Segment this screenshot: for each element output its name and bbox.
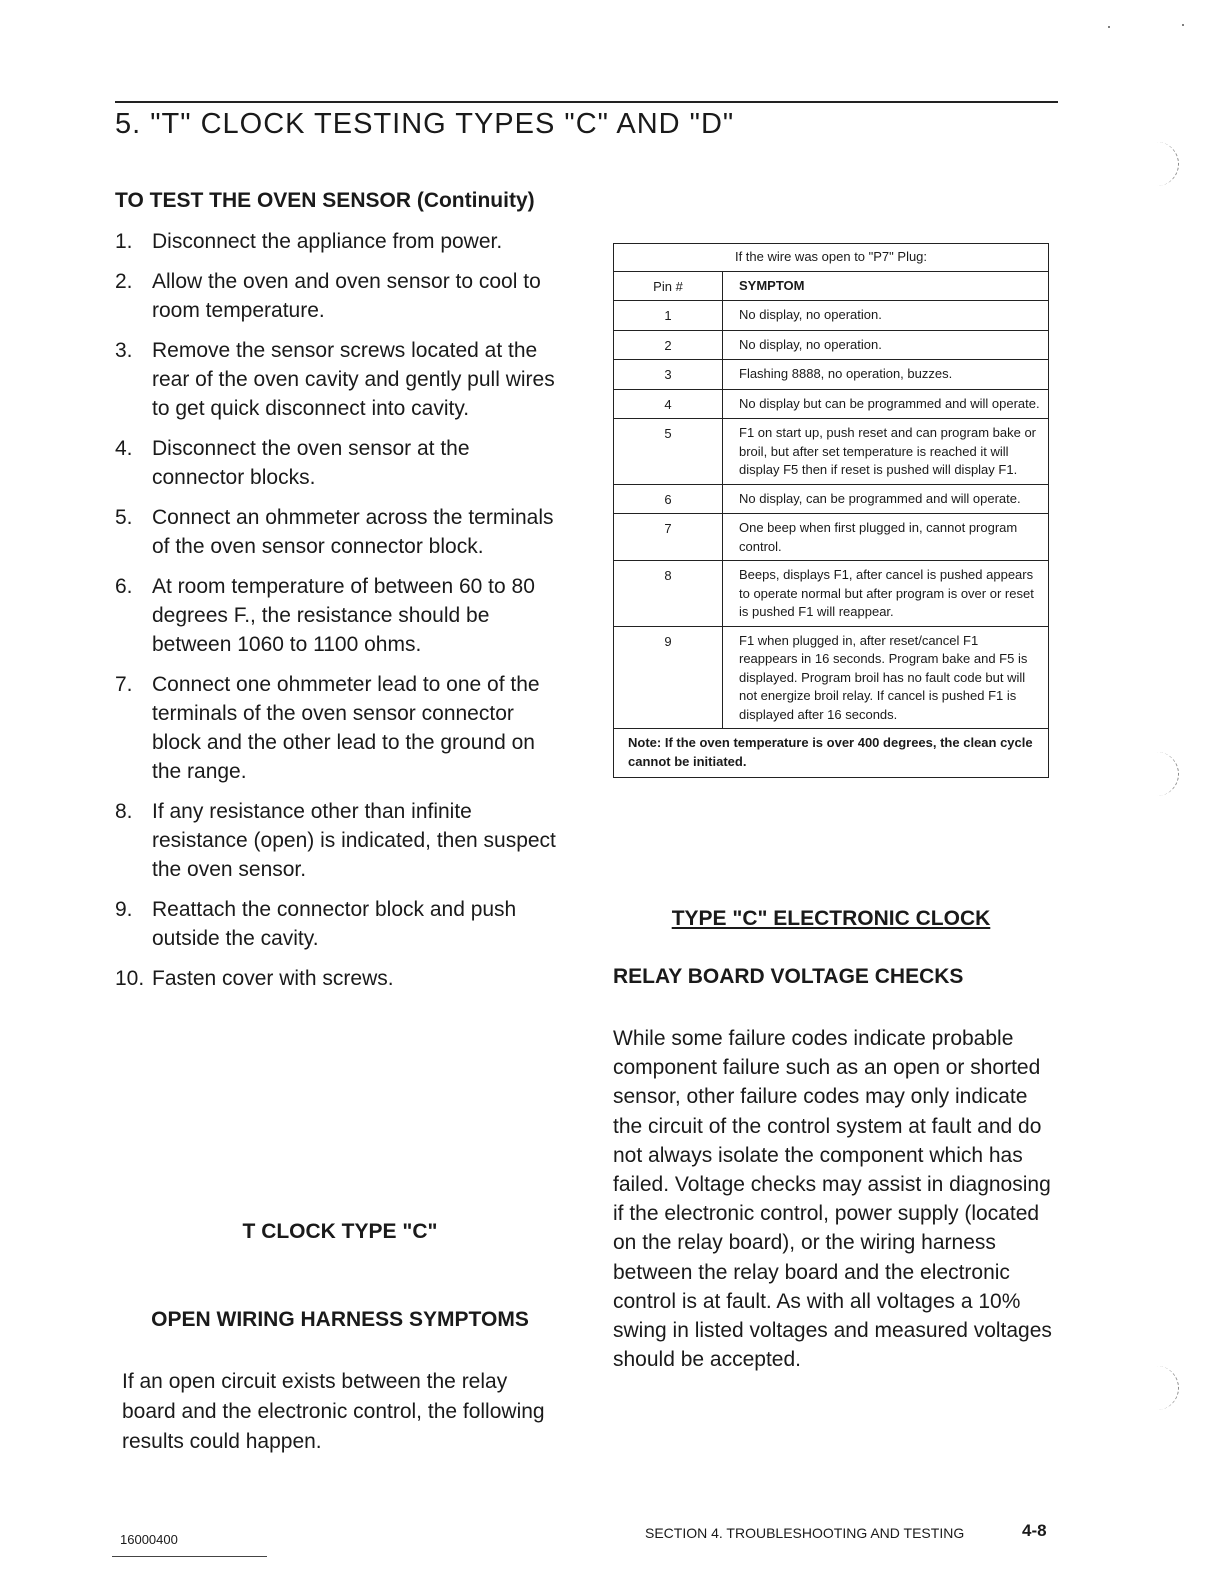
step-text: If any resistance other than infinite resistance (open) is indicated, then suspect the oven sensor. — [152, 800, 556, 881]
step-text: Reattach the connector block and push outside the cavity. — [152, 898, 517, 950]
table-row — [614, 561, 1049, 627]
symptom-cell: One beep when first plugged in, cannot program control. — [723, 514, 1049, 561]
step-number: 5. — [115, 506, 133, 529]
symptom-column-header: SYMPTOM — [723, 271, 1049, 301]
step-text: Remove the sensor screws located at the rear of the oven cavity and gently pull wires to get quick disconnect into cavity. — [152, 339, 555, 420]
step-number: 8. — [115, 800, 133, 823]
pin-cell: 4 — [614, 389, 723, 419]
symptom-cell: No display, no operation. — [723, 330, 1049, 360]
binder-hole-mark — [1150, 752, 1179, 796]
scan-speck — [1108, 26, 1110, 28]
page-number: 4-8 — [1022, 1521, 1047, 1540]
table-row — [614, 330, 1049, 360]
symptom-table — [613, 243, 1049, 778]
pin-cell: 9 — [614, 626, 723, 729]
step-number: 7. — [115, 673, 133, 696]
symptom-cell: No display, can be programmed and will operate. — [723, 484, 1049, 514]
step-text: At room temperature of between 60 to 80 degrees F., the resistance should be between 1060 to 1100 ohms. — [152, 575, 535, 656]
step-item — [115, 227, 565, 256]
pin-cell: 5 — [614, 419, 723, 485]
step-number: 3. — [115, 339, 133, 362]
step-item — [115, 572, 565, 659]
step-item — [115, 267, 565, 325]
binder-hole-mark — [1150, 1366, 1179, 1410]
pin-column-header: Pin # — [614, 271, 723, 301]
symptom-cell: Flashing 8888, no operation, buzzes. — [723, 360, 1049, 390]
binder-hole-mark — [1150, 142, 1179, 186]
table-row — [614, 389, 1049, 419]
page-title: 5. "T" CLOCK TESTING TYPES "C" AND "D" — [115, 108, 735, 140]
step-text: Connect one ohmmeter lead to one of the terminals of the oven sensor connector block and the other lead to the ground on the range. — [152, 673, 540, 783]
step-number: 9. — [115, 898, 133, 921]
open-circuit-paragraph: If an open circuit exists between the relay board and the electronic control, the following results could happen. — [122, 1370, 545, 1453]
table-note: Note: If the oven temperature is over 400 degrees, the clean cycle cannot be initiated. — [614, 729, 1049, 778]
step-item — [115, 336, 565, 423]
step-item — [115, 670, 565, 786]
step-number: 4. — [115, 437, 133, 460]
table-caption: If the wire was open to "P7" Plug: — [614, 244, 1049, 272]
step-number: 6. — [115, 575, 133, 598]
step-text: Allow the oven and oven sensor to cool to room temperature. — [152, 270, 541, 322]
relay-board-voltage-heading: RELAY BOARD VOLTAGE CHECKS — [613, 965, 964, 988]
oven-sensor-heading: TO TEST THE OVEN SENSOR (Continuity) — [115, 189, 535, 212]
steps-list — [115, 227, 565, 993]
pin-cell: 8 — [614, 561, 723, 627]
table-row — [614, 484, 1049, 514]
doc-number: 16000400 — [120, 1532, 178, 1547]
symptom-cell: F1 when plugged in, after reset/cancel F1 reappears in 16 seconds. Program bake and F5 is displayed. Program broil has no fault code but will not energize broil relay. If cancel is pushed F1 is displayed after 16 seconds. — [723, 626, 1049, 729]
pin-cell: 7 — [614, 514, 723, 561]
step-number: 2. — [115, 270, 133, 293]
symptom-cell: Beeps, displays F1, after cancel is pushed appears to operate normal but after program is over or reset is pushed F1 will reappear. — [723, 561, 1049, 627]
step-item — [115, 434, 565, 492]
pin-cell: 1 — [614, 301, 723, 331]
t-clock-type-c-heading: T CLOCK TYPE "C" — [242, 1220, 438, 1243]
step-text: Disconnect the appliance from power. — [152, 230, 503, 253]
step-text: Connect an ohmmeter across the terminals of the oven sensor connector block. — [152, 506, 554, 558]
footer-underline — [112, 1556, 267, 1557]
table-row — [614, 514, 1049, 561]
step-item — [115, 797, 565, 884]
table-row — [614, 301, 1049, 331]
table-row — [614, 626, 1049, 729]
open-wiring-harness-heading: OPEN WIRING HARNESS SYMPTOMS — [151, 1308, 529, 1331]
pin-cell: 3 — [614, 360, 723, 390]
symptom-cell: No display, no operation. — [723, 301, 1049, 331]
symptom-rows — [614, 301, 1049, 729]
step-item — [115, 964, 565, 993]
step-text: Fasten cover with screws. — [152, 967, 394, 990]
footer-section-label: SECTION 4. TROUBLESHOOTING AND TESTING — [645, 1525, 965, 1541]
symptom-cell: No display but can be programmed and will operate. — [723, 389, 1049, 419]
step-number: 10. — [115, 967, 145, 990]
step-text: Disconnect the oven sensor at the connector blocks. — [152, 437, 470, 489]
table-row — [614, 419, 1049, 485]
step-item — [115, 895, 565, 953]
header-rule — [115, 101, 1058, 103]
pin-cell: 2 — [614, 330, 723, 360]
scan-speck — [1182, 24, 1184, 26]
oven-sensor-test-section — [115, 185, 565, 1004]
step-number: 1. — [115, 230, 133, 253]
voltage-checks-paragraph: While some failure codes indicate probable component failure such as an open or shorted sensor, other failure codes may only indicate the circuit of the control system at fault and do not always isolate the component which has failed. Voltage checks may assist in diagnosing if the electronic control, power supply (located on the relay board), or the wiring harness between the relay board and the electronic control is at fault. As with all voltages a 10% swing in listed voltages and measured voltages should be accepted. — [613, 1027, 1052, 1372]
symptom-cell: F1 on start up, push reset and can program bake or broil, but after set temperature is reached it will display F5 then if reset is pushed will display F1. — [723, 419, 1049, 485]
type-c-electronic-clock-heading: TYPE "C" ELECTRONIC CLOCK — [671, 907, 991, 930]
table-row — [614, 360, 1049, 390]
step-item — [115, 503, 565, 561]
pin-cell: 6 — [614, 484, 723, 514]
